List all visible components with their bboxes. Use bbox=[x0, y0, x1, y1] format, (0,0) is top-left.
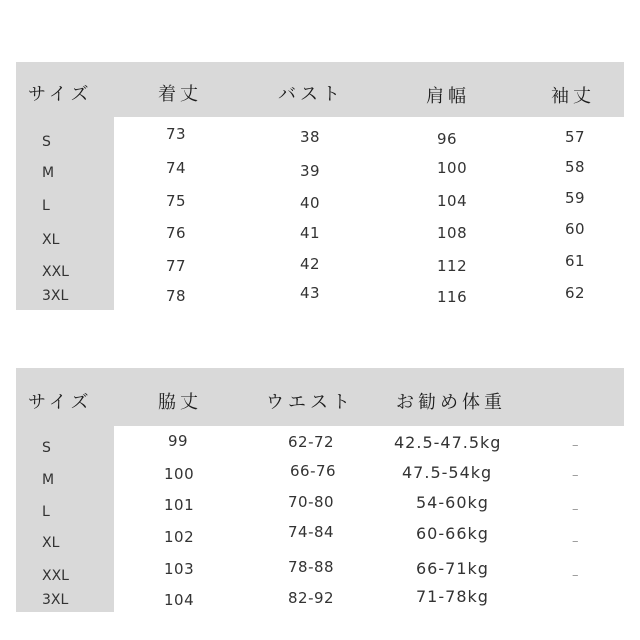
cell-sleeve: 57 bbox=[565, 128, 586, 146]
cell-shoulder: 100 bbox=[437, 159, 468, 177]
cell-length: 73 bbox=[166, 125, 187, 143]
cell-side-length: 103 bbox=[164, 560, 195, 578]
cell-side-length: 102 bbox=[164, 528, 195, 546]
cell-sleeve: 60 bbox=[565, 220, 586, 238]
header-size: サイズ bbox=[28, 84, 93, 105]
header-shoulder: 肩幅 bbox=[426, 86, 470, 107]
cell-length: 76 bbox=[166, 224, 187, 242]
cell-shoulder: 112 bbox=[437, 257, 468, 275]
cell-length: 77 bbox=[166, 257, 187, 275]
row-size: XL bbox=[42, 232, 60, 248]
cell-shoulder: 104 bbox=[437, 192, 468, 210]
header-sleeve: 袖丈 bbox=[551, 86, 595, 107]
row-size: 3XL bbox=[42, 592, 69, 608]
header-size: サイズ bbox=[28, 392, 93, 413]
cell-bust: 39 bbox=[300, 162, 321, 180]
row-size: M bbox=[42, 472, 55, 488]
row-size: S bbox=[42, 134, 51, 150]
cell-side-length: 101 bbox=[164, 496, 195, 514]
row-size: L bbox=[42, 198, 50, 214]
cell-length: 74 bbox=[166, 159, 187, 177]
cell-side-length: 99 bbox=[168, 432, 189, 450]
cell-sleeve: 62 bbox=[565, 284, 586, 302]
cell-weight: 60-66kg bbox=[416, 524, 489, 543]
size-chart-table-bottom bbox=[16, 368, 624, 612]
cell-sleeve: 59 bbox=[565, 189, 586, 207]
cell-waist: 62-72 bbox=[288, 433, 335, 451]
cell-waist: 82-92 bbox=[288, 589, 335, 607]
row-size: XXL bbox=[42, 264, 69, 280]
cell-waist: 74-84 bbox=[288, 523, 335, 541]
size-chart-table-top bbox=[16, 62, 624, 310]
cell-weight: 54-60kg bbox=[416, 493, 489, 512]
cell-waist: 70-80 bbox=[288, 493, 335, 511]
cell-length: 75 bbox=[166, 192, 187, 210]
cell-weight: 71-78kg bbox=[416, 587, 489, 606]
cell-weight: 42.5-47.5kg bbox=[394, 433, 502, 452]
header-bust: バスト bbox=[278, 84, 344, 105]
cell-side-length: 104 bbox=[164, 591, 195, 609]
cell-shoulder: 108 bbox=[437, 224, 468, 242]
cell-side-length: 100 bbox=[164, 465, 195, 483]
row-size: S bbox=[42, 440, 51, 456]
header-recommended-weight: お勧め体重 bbox=[396, 392, 506, 413]
cell-extra: – bbox=[572, 438, 579, 453]
cell-extra: – bbox=[572, 468, 579, 483]
cell-waist: 78-88 bbox=[288, 558, 335, 576]
header-side-length: 脇丈 bbox=[158, 392, 202, 413]
cell-shoulder: 116 bbox=[437, 288, 468, 306]
cell-bust: 43 bbox=[300, 284, 321, 302]
row-size: XL bbox=[42, 535, 60, 551]
cell-weight: 66-71kg bbox=[416, 559, 489, 578]
cell-extra: – bbox=[572, 568, 579, 583]
row-size: 3XL bbox=[42, 288, 69, 304]
cell-bust: 42 bbox=[300, 255, 321, 273]
cell-extra: – bbox=[572, 534, 579, 549]
cell-waist: 66-76 bbox=[290, 462, 337, 480]
cell-length: 78 bbox=[166, 287, 187, 305]
cell-sleeve: 61 bbox=[565, 252, 586, 270]
cell-shoulder: 96 bbox=[437, 130, 458, 148]
cell-bust: 40 bbox=[300, 194, 321, 212]
cell-bust: 41 bbox=[300, 224, 321, 242]
header-length: 着丈 bbox=[158, 84, 202, 105]
cell-bust: 38 bbox=[300, 128, 321, 146]
row-size: XXL bbox=[42, 568, 69, 584]
row-size: M bbox=[42, 165, 55, 181]
header-waist: ウエスト bbox=[266, 392, 354, 413]
cell-extra: – bbox=[572, 502, 579, 517]
row-size: L bbox=[42, 504, 50, 520]
cell-sleeve: 58 bbox=[565, 158, 586, 176]
cell-weight: 47.5-54kg bbox=[402, 463, 493, 482]
